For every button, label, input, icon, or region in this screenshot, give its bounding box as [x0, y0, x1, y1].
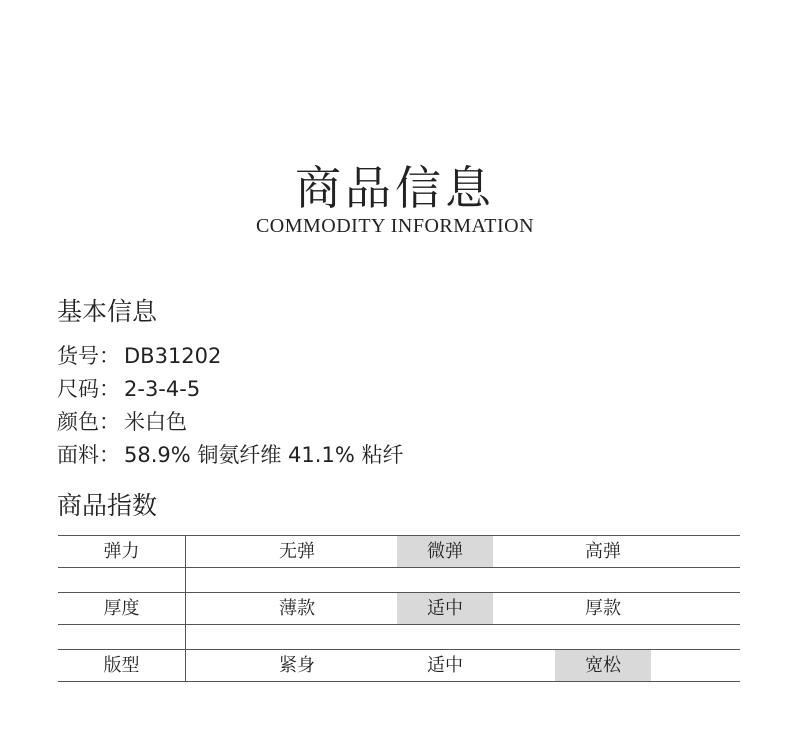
info-line-item-no	[57, 340, 221, 370]
info-value: 米白色	[124, 410, 187, 434]
info-value: DB31202	[124, 344, 222, 368]
info-label: 尺码：	[57, 377, 120, 401]
spacer-label-cell	[58, 568, 186, 592]
option-cell: 适中	[397, 593, 493, 624]
spacer-row	[58, 567, 740, 592]
index-heading: 商品指数	[57, 491, 158, 520]
basic-info-heading: 基本信息	[57, 297, 158, 326]
page-title-en: COMMODITY INFORMATION	[255, 215, 535, 237]
page-title-cn: 商品信息	[295, 161, 495, 215]
row-label: 弹力	[58, 536, 186, 567]
info-line-size	[57, 373, 200, 403]
option-cell: 宽松	[555, 650, 651, 681]
row-label: 版型	[58, 650, 186, 681]
spacer-row	[58, 624, 740, 649]
option-cell: 紧身	[279, 655, 315, 676]
info-line-color	[57, 406, 187, 436]
row-label: 厚度	[58, 593, 186, 624]
index-row-thickness	[58, 592, 740, 624]
option-cell: 适中	[427, 655, 463, 676]
option-cell: 无弹	[279, 541, 315, 562]
spacer-label-cell	[58, 625, 186, 649]
info-label: 货号：	[57, 344, 120, 368]
option-cell: 高弹	[585, 541, 621, 562]
index-row-elasticity	[58, 535, 740, 567]
info-value: 58.9% 铜氨纤维 41.1% 粘纤	[124, 443, 404, 467]
option-cell: 微弹	[397, 536, 493, 567]
index-table	[58, 535, 740, 682]
option-cell: 厚款	[585, 598, 621, 619]
info-label: 颜色：	[57, 410, 120, 434]
index-row-fit	[58, 649, 740, 682]
option-cell: 薄款	[279, 598, 315, 619]
info-value: 2-3-4-5	[124, 377, 201, 401]
info-line-fabric	[57, 439, 403, 469]
info-label: 面料：	[57, 443, 120, 467]
